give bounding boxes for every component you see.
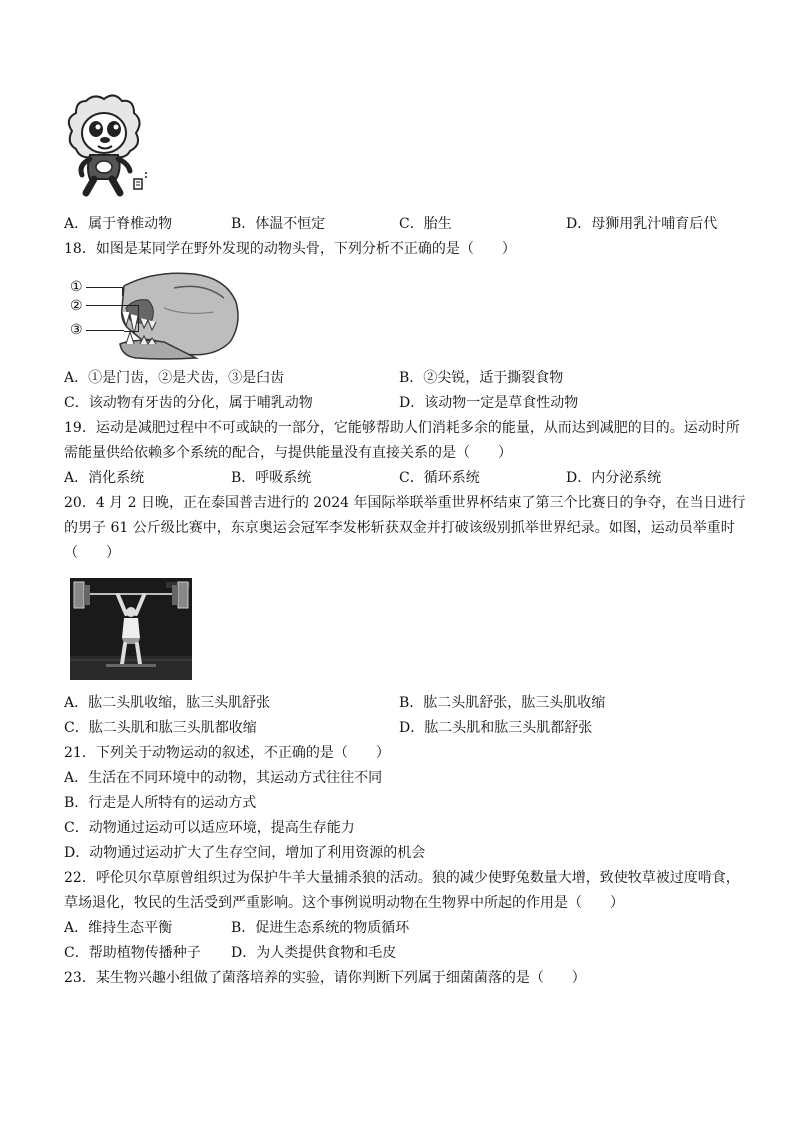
- q21-option-a[interactable]: A．生活在不同环境中的动物，其运动方式往往不同: [64, 770, 383, 786]
- skull-label-2: ②: [70, 298, 83, 314]
- q18-option-c[interactable]: C．该动物有牙齿的分化，属于哺乳动物: [64, 395, 313, 411]
- q17-option-a[interactable]: A．属于脊椎动物: [64, 216, 173, 232]
- q19-option-c[interactable]: C．循环系统: [399, 470, 480, 486]
- q18-option-b[interactable]: B．②尖锐，适于撕裂食物: [399, 370, 564, 386]
- q21-stem: 21．下列关于动物运动的叙述，不正确的是（ ）: [64, 745, 390, 761]
- q20-option-a[interactable]: A．肱二头肌收缩，肱三头肌舒张: [64, 695, 271, 711]
- q19-stem-line2: 需能量供给依赖多个系统的配合，与提供能量没有直接关系的是（ ）: [64, 445, 512, 461]
- q20-stem-line1: 20．4 月 2 日晚，正在泰国普吉进行的 2024 年国际举联举重世界杯结束了第三个比赛日的争夺，在当日进行: [64, 495, 746, 511]
- q18-option-a[interactable]: A．①是门齿，②是犬齿，③是臼齿: [64, 370, 285, 386]
- lion-mascot-figure: [64, 93, 154, 201]
- skull-figure: [64, 268, 244, 362]
- q22-option-a[interactable]: A．维持生态平衡: [64, 920, 173, 936]
- skull-label-3: ③: [70, 322, 83, 338]
- q22-stem-line2: 草场退化，牧民的生活受到严重影响。这个事例说明动物在生物界中所起的作用是（ ）: [64, 895, 624, 911]
- q22-option-d[interactable]: D．为人类提供食物和毛皮: [231, 945, 397, 961]
- q20-option-b[interactable]: B．肱二头肌舒张，肱三头肌收缩: [399, 695, 606, 711]
- q18-stem: 18．如图是某同学在野外发现的动物头骨，下列分析不正确的是（ ）: [64, 241, 516, 257]
- weightlifter-photo: [70, 578, 192, 680]
- q19-stem-line1: 19．运动是减肥过程中不可或缺的一部分，它能够帮助人们消耗多余的能量，从而达到减肥的目的。运动时所: [64, 420, 740, 436]
- q23-stem: 23．某生物兴趣小组做了菌落培养的实验，请你判断下列属于细菌菌落的是（ ）: [64, 970, 586, 986]
- q22-stem-line1: 22．呼伦贝尔草原曾组织过为保护牛羊大量捕杀狼的活动。狼的减少使野兔数量大增，致使牧草被过度啃食，: [64, 870, 740, 886]
- q20-stem-line3: （ ）: [64, 545, 120, 561]
- q21-option-d[interactable]: D．动物通过运动扩大了生存空间，增加了利用资源的机会: [64, 845, 426, 861]
- q17-option-c[interactable]: C．胎生: [399, 216, 452, 232]
- q22-option-b[interactable]: B．促进生态系统的物质循环: [231, 920, 410, 936]
- q17-option-d[interactable]: D．母狮用乳汁哺育后代: [566, 216, 718, 232]
- q19-option-b[interactable]: B．呼吸系统: [231, 470, 312, 486]
- q19-option-a[interactable]: A．消化系统: [64, 470, 145, 486]
- q20-stem-line2: 的男子 61 公斤级比赛中，东京奥运会冠军李发彬斩获双金并打破该级别抓举世界纪录。如图，运动员举重时: [64, 520, 735, 536]
- q21-option-c[interactable]: C．动物通过运动可以适应环境，提高生存能力: [64, 820, 355, 836]
- q17-option-b[interactable]: B．体温不恒定: [231, 216, 326, 232]
- q20-option-c[interactable]: C．肱二头肌和肱三头肌都收缩: [64, 720, 257, 736]
- q18-option-d[interactable]: D．该动物一定是草食性动物: [399, 395, 579, 411]
- skull-label-1: ①: [70, 279, 83, 295]
- skull-illustration: [64, 268, 244, 362]
- q22-option-c[interactable]: C．帮助植物传播种子: [64, 945, 201, 961]
- q20-option-d[interactable]: D．肱二头肌和肱三头肌都舒张: [399, 720, 593, 736]
- q21-option-b[interactable]: B．行走是人所特有的运动方式: [64, 795, 257, 811]
- q19-option-d[interactable]: D．内分泌系统: [566, 470, 662, 486]
